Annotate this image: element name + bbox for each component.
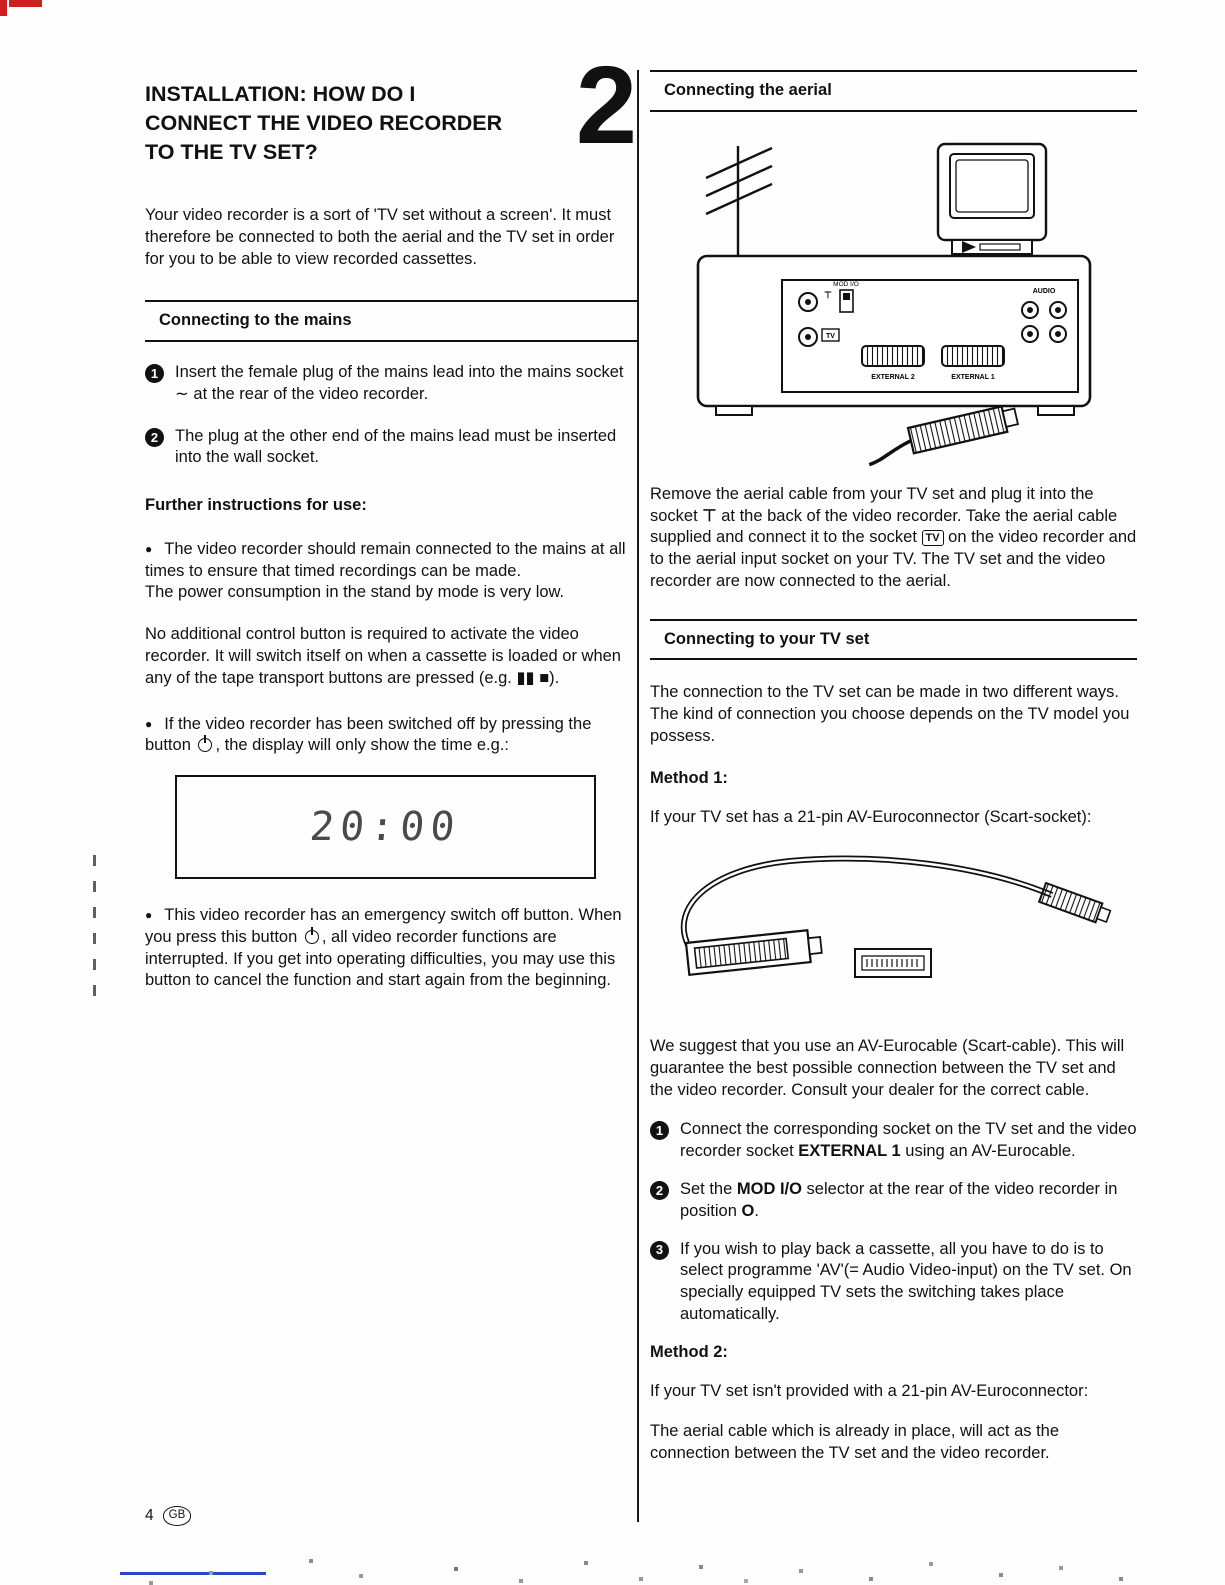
section-heading-mains: Connecting to the mains — [145, 300, 637, 342]
title-line-1: INSTALLATION: HOW DO I — [145, 82, 416, 106]
step-text-part: . — [754, 1201, 759, 1220]
scan-artifact-dots — [0, 0, 2, 2]
tv-socket-icon: TV — [922, 530, 944, 546]
step-number-badge: 1 — [145, 364, 164, 383]
left-column — [145, 44, 637, 992]
scan-artifact-blue-line — [120, 1572, 266, 1575]
scart-plug — [863, 403, 1019, 464]
position-o-ref: O — [741, 1201, 755, 1220]
aerial-instructions — [650, 484, 1137, 593]
method-2-heading: Method 2: — [650, 1342, 728, 1361]
scart-socket-external-2 — [862, 346, 924, 366]
bullet-text: When you press this button — [145, 906, 622, 946]
section-heading-tv-set: Connecting to your TV set — [650, 619, 1137, 661]
method-2-paragraph: The aerial cable which is already in place, will act as the connection between the TV set and the video recorder. — [650, 1422, 1060, 1462]
scan-artifact-red — [9, 0, 42, 7]
scart-socket — [855, 949, 931, 977]
eurocable-suggestion: We suggest that you use an AV-Eurocable (Scart-cable). This will guarantee the best possible connection between the TV set and the video recorder. Consult your dealer for the correct cable. — [650, 1037, 1125, 1099]
scan-artifact-margin-dashes — [93, 855, 96, 996]
mod-switch-label: MOD I/O — [833, 280, 859, 288]
bullet-mains-connected — [145, 539, 637, 604]
mains-step-2-text: The plug at the other end of the mains lead must be inserted into the wall socket. — [175, 426, 617, 467]
tv-connection-intro: The connection to the TV set can be made in two different ways. The kind of connection you choose depends on the TV model you possess. — [650, 683, 1130, 745]
method-1-lead: If your TV set has a 21-pin AV-Euroconnector (Scart-socket): — [650, 808, 1092, 827]
bullet-icon: ● — [145, 541, 153, 556]
page-number: 4 — [145, 1507, 154, 1524]
mains-step-1-text: Insert the female plug of the mains lead into the mains socket ∼ at the rear of the video recorder. — [175, 363, 624, 403]
bullet-switched-off — [145, 714, 637, 758]
external-1-label: EXTERNAL 1 — [951, 373, 995, 381]
bullet-icon: ● — [145, 908, 153, 923]
page-title — [145, 80, 559, 167]
column-divider — [637, 70, 639, 1522]
bullet-icon: ● — [145, 716, 153, 731]
scart-cable — [684, 859, 1052, 945]
aerial-connection-diagram — [650, 130, 1137, 470]
step-number-badge: 2 — [650, 1181, 669, 1200]
mains-step-2 — [145, 426, 637, 470]
power-icon — [305, 930, 319, 944]
scart-cable-diagram — [650, 847, 1137, 1022]
bullet-text: If the video recorder has been switched off by pressing the button — [145, 714, 592, 755]
external-1-ref: EXTERNAL 1 — [798, 1142, 901, 1161]
audio-label: AUDIO — [1032, 287, 1056, 295]
bullet-text: This video recorder has an emergency switch off button. — [164, 906, 579, 925]
scart-plug-small — [1039, 883, 1112, 926]
step-text-part: Connect the corresponding socket on the TV set and the video recorder socket — [680, 1120, 1137, 1161]
intro-paragraph: Your video recorder is a sort of 'TV set without a screen'. It must therefore be connected to both the aerial and the TV set in order for you to be able to view recorded cassettes. — [145, 206, 615, 268]
bullet-text: , all video recorder functions are interrupted. — [145, 927, 557, 968]
vcr-rear-panel — [698, 256, 1090, 415]
aerial-text: Remove the aerial cable from your TV set and plug it into the socket — [650, 484, 1094, 525]
power-icon — [198, 738, 212, 752]
right-column — [650, 70, 1137, 1465]
aerial-text: on the video recorder and to the aerial input socket on your TV. The TV set and the video recorder are now connected to the aerial. — [650, 528, 1137, 590]
step-number-badge: 2 — [145, 428, 164, 447]
clock-time: 20:00 — [308, 803, 463, 850]
mod-io-ref: MOD I/O — [736, 1180, 802, 1199]
tv-set — [938, 144, 1046, 254]
page-footer — [145, 1506, 191, 1526]
bullet-text: If you get into operating difficulties, you may use this button to cancel the function and start again from the beginning. — [145, 949, 616, 990]
bullet-text: The video recorder should remain connected to the mains at all times to ensure that timed recordings can be made. — [145, 539, 626, 580]
bullet-emergency-switch — [145, 905, 637, 992]
step-text-part: Set the — [680, 1180, 737, 1199]
mains-step-1 — [145, 362, 637, 406]
title-line-2: CONNECT THE VIDEO RECORDER — [145, 111, 503, 136]
title-block — [145, 44, 637, 167]
tv-step-2-text — [680, 1179, 1137, 1223]
method-1-heading: Method 1: — [650, 768, 728, 787]
paragraph-auto-switch: No additional control button is required to activate the video recorder. It will switch itself on when a cassette is loaded or when any of the tape transport buttons are pressed (e.g. ▮▮ ■). — [145, 625, 621, 687]
tv-step-1 — [650, 1119, 1137, 1163]
further-instructions-heading: Further instructions for use: — [145, 496, 367, 515]
tv-step-1-text — [680, 1119, 1137, 1163]
step-text-part: using an AV-Eurocable. — [900, 1142, 1076, 1161]
antenna-symbol: ⊤ — [702, 506, 717, 525]
clock-display-panel — [175, 775, 596, 879]
bullet-text-continued: The power consumption in the stand by mode is very low. — [145, 583, 565, 602]
scart-plug-large — [686, 929, 823, 975]
tv-step-3 — [650, 1239, 1137, 1326]
title-line-3: TO THE TV SET? — [145, 140, 318, 165]
antenna-socket-symbol: ⊤ — [824, 289, 832, 300]
tv-step-2 — [650, 1179, 1137, 1223]
scart-socket-external-1 — [942, 346, 1004, 366]
external-2-label: EXTERNAL 2 — [871, 373, 915, 381]
step-text-part: selector at the rear of the video recorder in position — [680, 1180, 1118, 1220]
region-badge: GB — [163, 1506, 192, 1526]
bullet-text: , the display will only show the time e.g.: — [215, 736, 509, 755]
step-number-badge: 1 — [650, 1121, 669, 1140]
chapter-number: 2 — [575, 44, 633, 167]
section-heading-aerial: Connecting the aerial — [650, 70, 1137, 112]
step-number-badge: 3 — [650, 1241, 669, 1260]
aerial-text: at the back of the video recorder. Take the aerial cable supplied and connect it to the socket — [650, 506, 1118, 547]
tv-socket-symbol: TV — [826, 332, 835, 340]
tv-step-3-text: If you wish to play back a cassette, all you have to do is to select programme 'AV'(= Audio Video-input) on the TV set. On specially equipped TV sets the switching takes place automatically. — [680, 1239, 1132, 1323]
method-2-lead: If your TV set isn't provided with a 21-pin AV-Euroconnector: — [650, 1382, 1089, 1401]
scan-artifact-red-edge — [0, 0, 7, 16]
